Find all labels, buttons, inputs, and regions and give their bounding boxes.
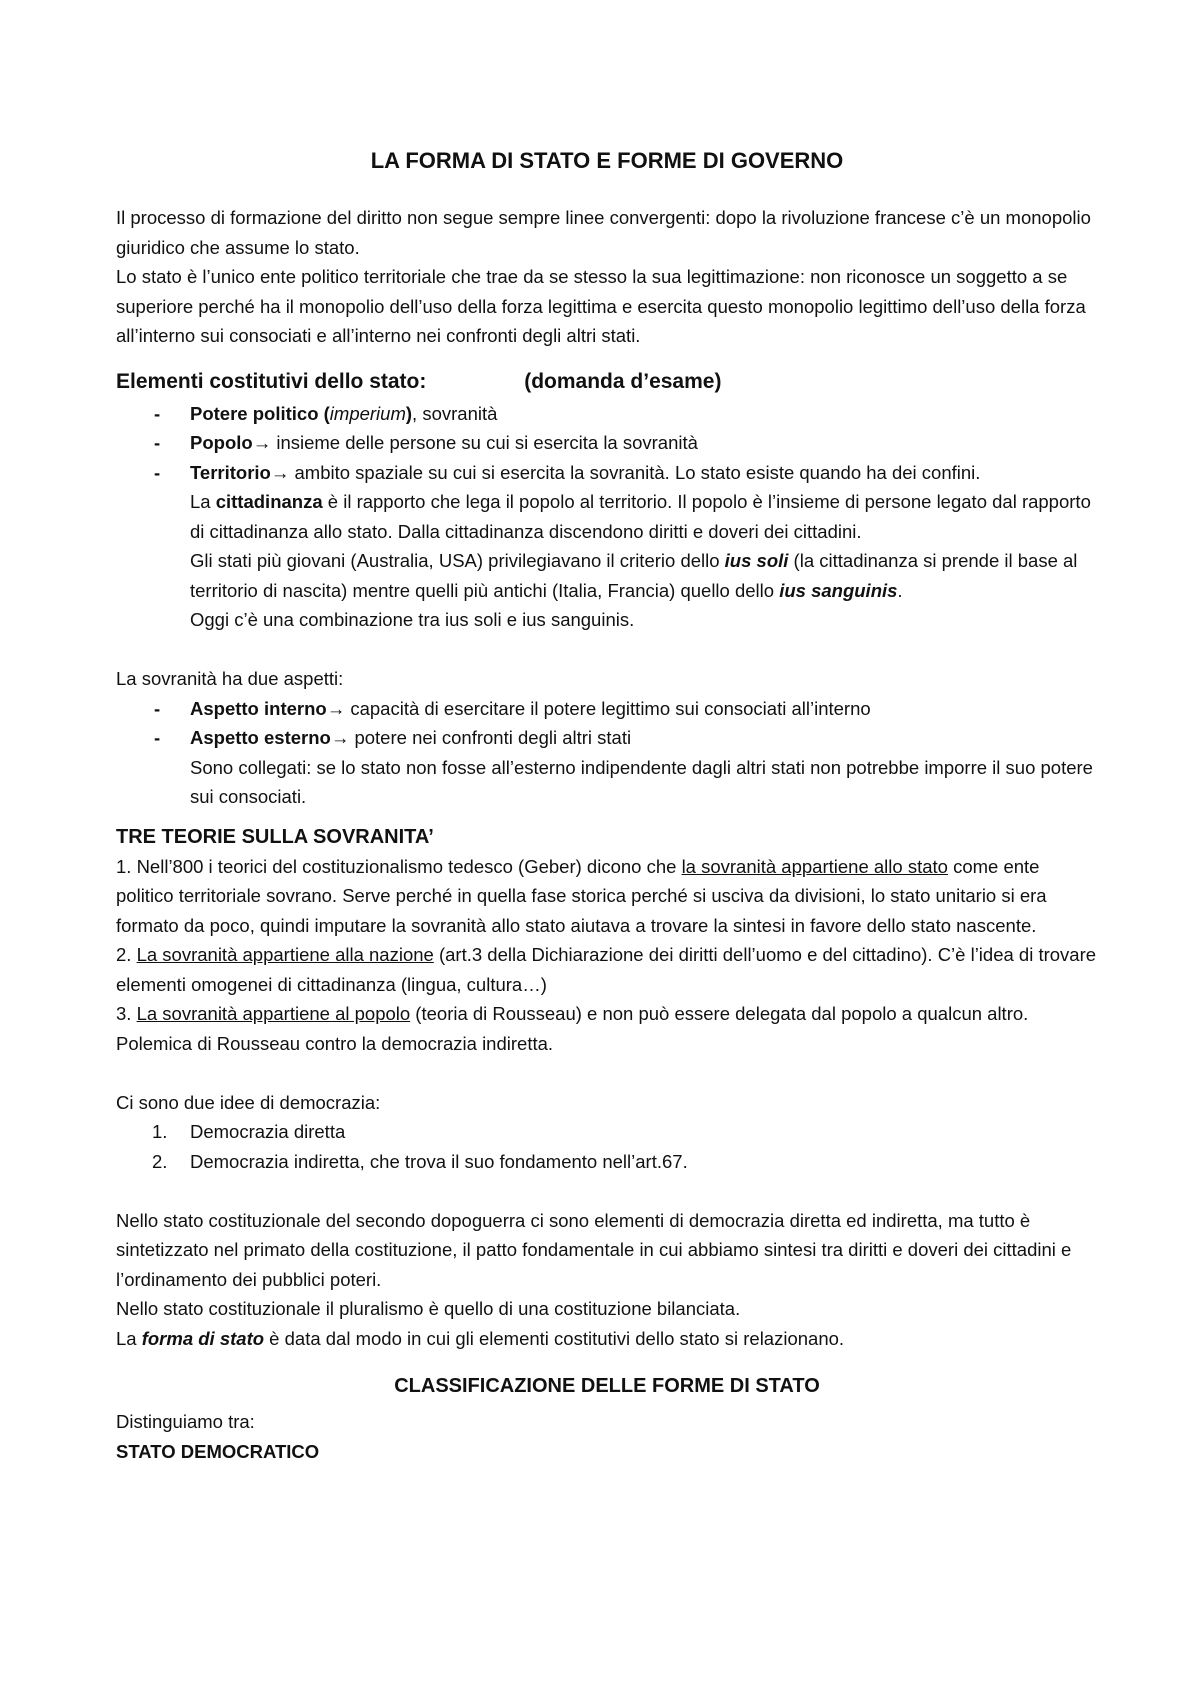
dash-bullet: - <box>154 727 161 748</box>
stato-democratico-label <box>116 1437 1098 1467</box>
item-text: → capacità di esercitare il potere legittimo sui consociati all’interno <box>326 697 871 719</box>
territory-notes <box>116 487 1098 635</box>
teoria-3 <box>116 999 1098 1058</box>
list-item <box>116 694 1098 724</box>
costituzionale-paragraph-1: Nello stato costituzionale del secondo dopoguerra ci sono elementi di democrazia diretta ed indiretta, ma tutto è sintetizzato nel primato della costituzione, il patto fondamentale in cui abbiamo sintesi tra diritti e doveri dei cittadini e l’ordinamento dei pubblici poteri. <box>116 1209 1072 1290</box>
classificazione-heading: CLASSIFICAZIONE DELLE FORME DI STATO <box>394 1375 820 1397</box>
item-term: Aspetto esterno <box>190 727 331 748</box>
text-span: Gli stati più giovani (Australia, USA) privilegiavano il criterio dello <box>190 550 725 571</box>
dash-bullet: - <box>154 402 161 424</box>
classificazione-intro: Distinguiamo tra: <box>116 1411 255 1432</box>
sovranita-list <box>116 694 1098 753</box>
elements-heading-text: Elementi costitutivi dello stato: <box>116 369 427 393</box>
dash-bullet: - <box>154 697 161 719</box>
elements-list <box>116 399 1098 488</box>
teorie-heading: TRE TEORIE SULLA SOVRANITA’ <box>116 825 434 848</box>
elements-heading <box>116 367 1098 397</box>
text-span: come ente politico territoriale sovrano. Serve perché in quella fase storica perché si usciva da divisioni, lo stato unitario si era formato da poco, quindi imputare la sovranità allo stato aiutava a trovare la sintesi in favore dello stato nascente. <box>116 855 1047 936</box>
underlined-claim: La sovranità appartiene al popolo <box>136 1003 411 1024</box>
cittadinanza-paragraph <box>190 487 1098 546</box>
term-cittadinanza: cittadinanza <box>215 491 323 512</box>
document-body <box>116 146 1098 1466</box>
stato-democratico-text: STATO DEMOCRATICO <box>116 1440 320 1462</box>
text-span: 3. <box>116 1003 137 1024</box>
text-span: è data dal modo in cui gli elementi costitutivi dello stato si relazionano. <box>264 1327 845 1349</box>
list-item <box>116 1117 1098 1147</box>
term-ius-sanguinis: ius sanguinis <box>779 579 898 601</box>
item-term: Potere politico ( <box>190 402 330 424</box>
list-item <box>116 428 1098 458</box>
intro-paragraph-2: Lo stato è l’unico ente politico territoriale che trae da se stesso la sua legittimazione: non riconosce un soggetto a se superiore perché ha il monopolio dell’uso della forza legittima e esercita questo monopolio legittimo dell’uso della forza all’interno sui consociati e all’interno nei confronti degli altri stati. <box>116 266 1086 346</box>
item-text: Democrazia indiretta, che trova il suo fondamento nell’art.67. <box>190 1150 688 1172</box>
text-span: (la cittadinanza si prende il base al territorio di nascita) mentre quelli più antichi (Italia, Francia) quello dello <box>190 550 1078 601</box>
item-term-close: ) <box>405 402 413 424</box>
list-number: 2. <box>152 1150 168 1172</box>
term-forma-di-stato: forma di stato <box>141 1327 265 1349</box>
item-text: Democrazia diretta <box>190 1121 346 1142</box>
list-item <box>116 723 1098 753</box>
costituzionale-paragraph-2: Nello stato costituzionale il pluralismo è quello di una costituzione bilanciata. <box>116 1298 741 1319</box>
text-span: 2. <box>116 944 137 965</box>
item-text: → insieme delle persone su cui si esercita la sovranità <box>252 432 698 453</box>
text-span: . <box>897 579 903 601</box>
text-span: 1. Nell’800 i teorici del costituzionalismo tedesco (Geber) dicono che <box>116 855 682 877</box>
democrazia-list <box>116 1117 1098 1176</box>
item-text: → potere nei confronti degli altri stati <box>330 727 632 748</box>
list-number: 1. <box>152 1121 168 1142</box>
item-term: Territorio <box>190 461 271 483</box>
intro-paragraph-1: Il processo di formazione del diritto non segue sempre linee convergenti: dopo la rivoluzione francese c’è un monopolio giuridico che assume lo stato. <box>116 207 1091 258</box>
list-item <box>116 458 1098 488</box>
forma-di-stato-paragraph <box>116 1324 1098 1354</box>
text-span: La <box>190 491 216 512</box>
sovranita-intro: La sovranità ha due aspetti: <box>116 668 344 689</box>
term-ius-soli: ius soli <box>724 550 789 571</box>
teoria-1 <box>116 852 1098 941</box>
item-term: Popolo <box>190 432 253 453</box>
item-text: , sovranità <box>412 402 498 424</box>
sovranita-note: Sono collegati: se lo stato non fosse all’esterno indipendente dagli altri stati non potrebbe imporre il suo potere sui consociati. <box>190 756 1093 807</box>
text-span: è il rapporto che lega il popolo al territorio. Il popolo è l’insieme di persone legato dal rapporto di cittadinanza allo stato. Dalla cittadinanza discendono diritti e doveri dei cittadini. <box>190 491 1091 542</box>
dash-bullet: - <box>154 432 161 453</box>
list-item <box>116 399 1098 429</box>
democrazia-intro: Ci sono due idee di democrazia: <box>116 1091 381 1113</box>
ius-paragraph <box>190 546 1098 605</box>
underlined-claim: la sovranità appartiene allo stato <box>681 855 948 877</box>
list-item <box>116 1147 1098 1177</box>
item-term-italic: imperium <box>329 402 406 424</box>
item-text: → ambito spaziale su cui si esercita la sovranità. Lo stato esiste quando ha dei confini. <box>270 461 981 483</box>
item-term: Aspetto interno <box>190 697 327 719</box>
teoria-2 <box>116 940 1098 999</box>
text-span: (art.3 della Dichiarazione dei diritti dell’uomo e del cittadino). C’è l’idea di trovare elementi omogenei di cittadinanza (lingua, cultura…) <box>116 944 1097 995</box>
dash-bullet: - <box>154 461 161 483</box>
underlined-claim: La sovranità appartiene alla nazione <box>136 944 434 965</box>
oggi-paragraph: Oggi c’è una combinazione tra ius soli e ius sanguinis. <box>190 609 635 630</box>
text-span: (teoria di Rousseau) e non può essere delegata dal popolo a qualcun altro. Polemica di Rousseau contro la democrazia indiretta. <box>116 1003 1029 1054</box>
page-title: LA FORMA DI STATO E FORME DI GOVERNO <box>370 148 844 173</box>
exam-question-tag: (domanda d’esame) <box>524 369 722 393</box>
text-span: La <box>116 1327 142 1349</box>
